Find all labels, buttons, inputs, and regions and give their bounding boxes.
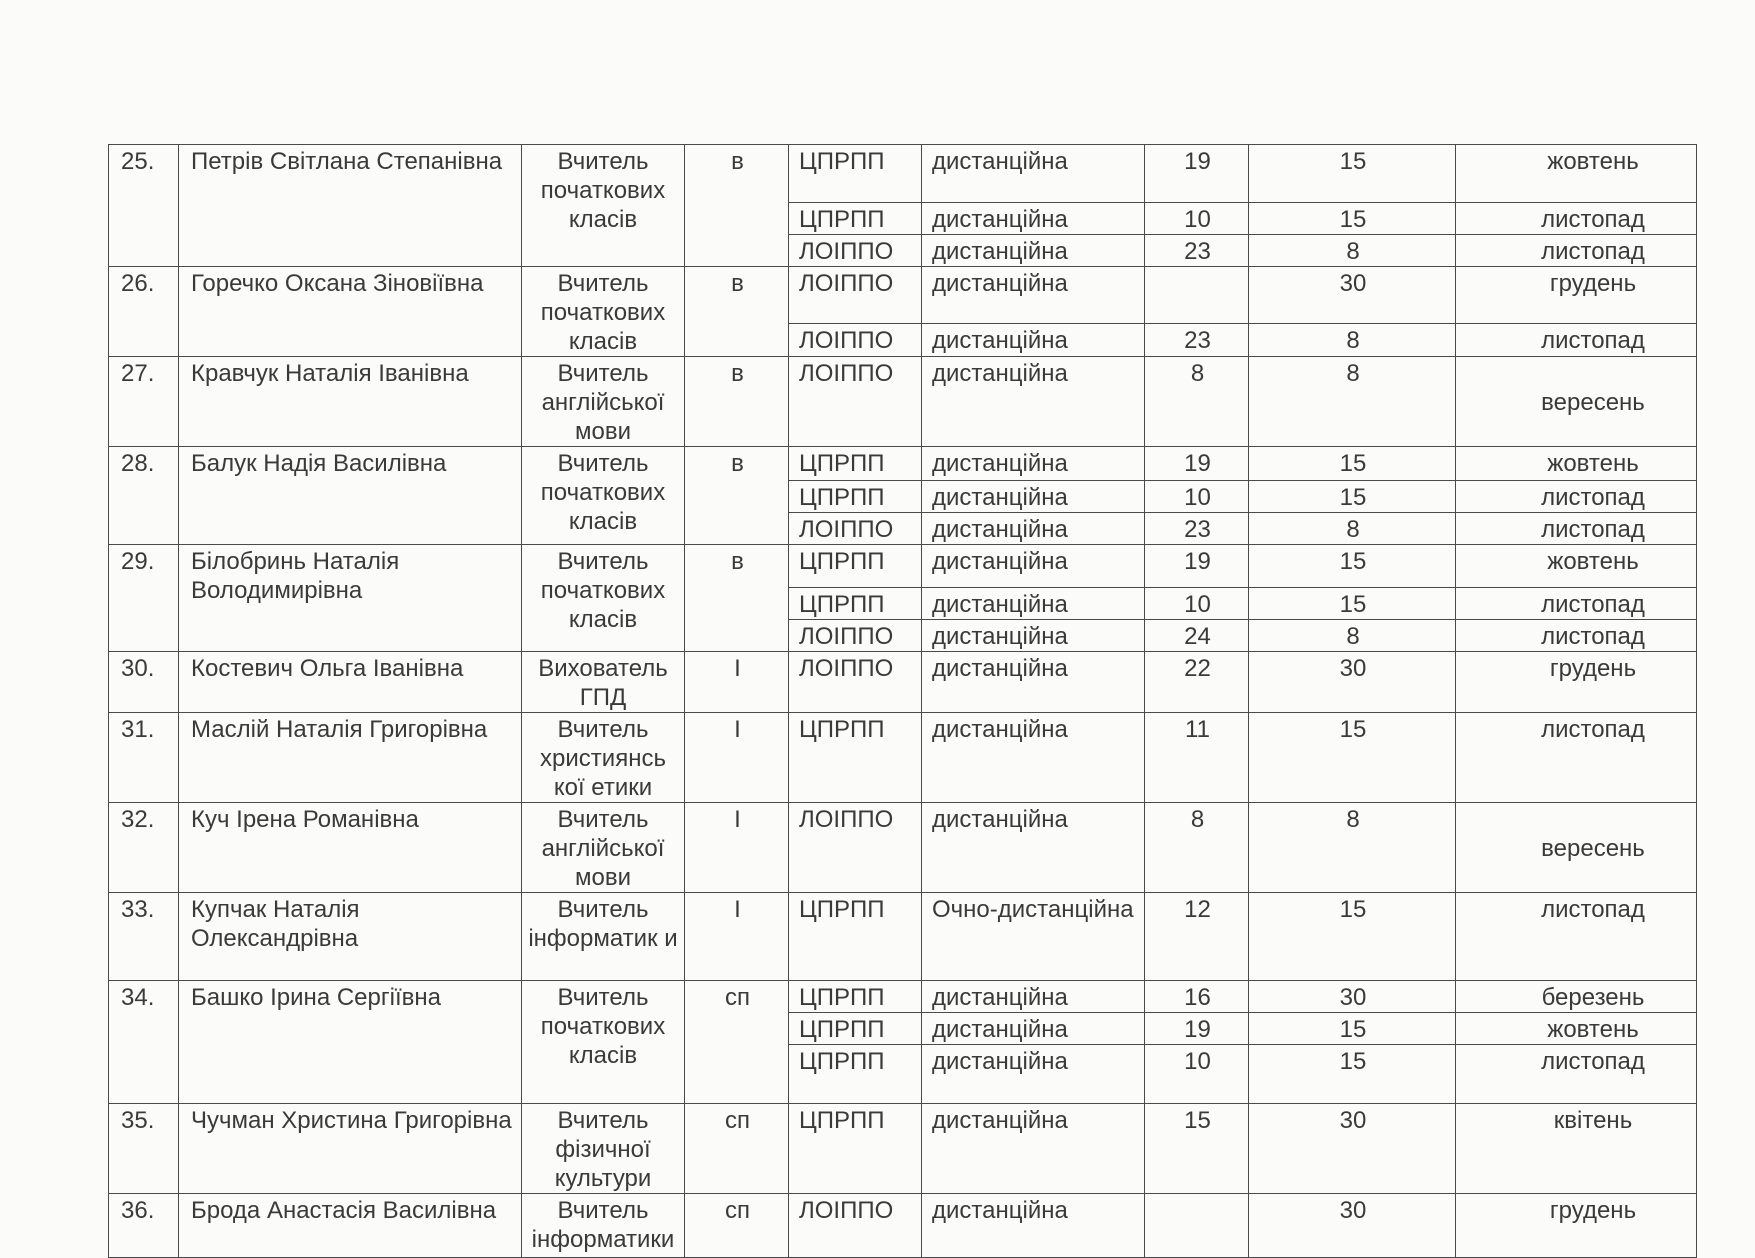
teacher-category: І (685, 652, 789, 713)
teacher-name: Балук Надія Василівна (179, 447, 522, 545)
table-row (109, 893, 1697, 981)
course-form: дистанційна (922, 588, 1145, 620)
teacher-name: Горечко Оксана Зіновіївна (179, 267, 522, 357)
course-form: дистанційна (922, 981, 1145, 1013)
teacher-name: Куч Ірена Романівна (179, 803, 522, 893)
course-form: дистанційна (922, 713, 1145, 803)
course-form: дистанційна (922, 513, 1145, 545)
course-total: 8 (1249, 513, 1456, 545)
course-form: дистанційна (922, 1013, 1145, 1045)
teacher-position: Вчитель початкових класів (522, 981, 685, 1104)
course-hours (1145, 267, 1249, 324)
course-month: листопад (1456, 481, 1697, 513)
course-total: 15 (1249, 481, 1456, 513)
teacher-category: сп (685, 1194, 789, 1258)
course-total: 8 (1249, 357, 1456, 447)
course-month: листопад (1456, 713, 1697, 803)
course-total: 8 (1249, 620, 1456, 652)
course-institution: ЦПРПП (789, 145, 922, 203)
teacher-category: в (685, 267, 789, 357)
course-total: 15 (1249, 893, 1456, 981)
course-total: 8 (1249, 803, 1456, 893)
teacher-position: Вчитель початкових класів (522, 145, 685, 267)
course-month: жовтень (1456, 145, 1697, 203)
row-number: 35. (109, 1104, 179, 1194)
course-total: 15 (1249, 145, 1456, 203)
course-hours: 22 (1145, 652, 1249, 713)
course-institution: ЦПРПП (789, 481, 922, 513)
course-month: листопад (1456, 513, 1697, 545)
course-form: дистанційна (922, 267, 1145, 324)
course-month: листопад (1456, 893, 1697, 981)
teacher-category: в (685, 545, 789, 652)
course-institution: ЛОІППО (789, 1194, 922, 1258)
teacher-position: Вчитель початкових класів (522, 447, 685, 545)
course-total: 8 (1249, 323, 1456, 356)
row-number: 36. (109, 1194, 179, 1258)
teacher-category: в (685, 357, 789, 447)
course-institution: ЛОІППО (789, 620, 922, 652)
teacher-name: Маслій Наталія Григорівна (179, 713, 522, 803)
course-total: 30 (1249, 1104, 1456, 1194)
course-institution: ЛОІППО (789, 235, 922, 267)
teacher-position: Вчитель інформатик и (522, 893, 685, 981)
course-hours: 16 (1145, 981, 1249, 1013)
course-form: дистанційна (922, 803, 1145, 893)
course-form: дистанційна (922, 1194, 1145, 1258)
course-hours: 19 (1145, 145, 1249, 203)
course-institution: ЛОІППО (789, 323, 922, 356)
row-number: 26. (109, 267, 179, 357)
teacher-name: Петрів Світлана Степанівна (179, 145, 522, 267)
course-institution: ЦПРПП (789, 713, 922, 803)
table-row (109, 357, 1697, 447)
course-form: дистанційна (922, 357, 1145, 447)
course-form: дистанційна (922, 481, 1145, 513)
table-row (109, 1194, 1697, 1258)
course-institution: ЛОІППО (789, 652, 922, 713)
course-total: 15 (1249, 713, 1456, 803)
course-institution: ЦПРПП (789, 545, 922, 588)
course-form: дистанційна (922, 620, 1145, 652)
course-form: дистанційна (922, 447, 1145, 481)
teacher-name: Чучман Христина Григорівна (179, 1104, 522, 1194)
course-form: Очно-дистанційна (922, 893, 1145, 981)
course-hours: 11 (1145, 713, 1249, 803)
teacher-name: Білобринь Наталія Володимирівна (179, 545, 522, 652)
course-month: грудень (1456, 1194, 1697, 1258)
teacher-category: І (685, 893, 789, 981)
course-total: 15 (1249, 1045, 1456, 1104)
course-total: 30 (1249, 981, 1456, 1013)
table-row (109, 447, 1697, 481)
course-total: 15 (1249, 203, 1456, 235)
course-form: дистанційна (922, 545, 1145, 588)
course-total: 15 (1249, 1013, 1456, 1045)
course-month: листопад (1456, 323, 1697, 356)
teacher-position: Вчитель початкових класів (522, 267, 685, 357)
course-total: 30 (1249, 1194, 1456, 1258)
course-hours: 8 (1145, 803, 1249, 893)
teacher-name: Купчак Наталія Олександрівна (179, 893, 522, 981)
row-number: 34. (109, 981, 179, 1104)
course-month: листопад (1456, 620, 1697, 652)
table-row (109, 713, 1697, 803)
row-number: 30. (109, 652, 179, 713)
teacher-category: в (685, 145, 789, 267)
table-row (109, 267, 1697, 324)
teacher-name: Башко Ірина Сергіївна (179, 981, 522, 1104)
course-total: 15 (1249, 588, 1456, 620)
teacher-category: сп (685, 981, 789, 1104)
course-month: вересень (1456, 357, 1697, 447)
course-hours: 23 (1145, 235, 1249, 267)
course-hours: 8 (1145, 357, 1249, 447)
course-form: дистанційна (922, 652, 1145, 713)
course-institution: ЛОІППО (789, 357, 922, 447)
course-month: грудень (1456, 652, 1697, 713)
course-hours: 23 (1145, 323, 1249, 356)
course-institution: ЛОІППО (789, 513, 922, 545)
table-row (109, 803, 1697, 893)
course-hours: 12 (1145, 893, 1249, 981)
row-number: 32. (109, 803, 179, 893)
course-total: 15 (1249, 545, 1456, 588)
course-hours: 24 (1145, 620, 1249, 652)
teacher-name: Костевич Ольга Іванівна (179, 652, 522, 713)
teacher-category: в (685, 447, 789, 545)
course-month: грудень (1456, 267, 1697, 324)
teacher-name: Брода Анастасія Василівна (179, 1194, 522, 1258)
teacher-name: Кравчук Наталія Іванівна (179, 357, 522, 447)
course-institution: ЦПРПП (789, 203, 922, 235)
course-month: листопад (1456, 235, 1697, 267)
course-hours: 19 (1145, 1013, 1249, 1045)
course-hours: 10 (1145, 481, 1249, 513)
teacher-category: І (685, 803, 789, 893)
course-total: 8 (1249, 235, 1456, 267)
course-institution: ЦПРПП (789, 1013, 922, 1045)
course-month: жовтень (1456, 545, 1697, 588)
course-form: дистанційна (922, 145, 1145, 203)
teacher-position: Вчитель інформатики (522, 1194, 685, 1258)
row-number: 33. (109, 893, 179, 981)
teacher-position: Вчитель англійської мови (522, 803, 685, 893)
course-hours (1145, 1194, 1249, 1258)
row-number: 28. (109, 447, 179, 545)
course-institution: ЛОІППО (789, 803, 922, 893)
course-form: дистанційна (922, 235, 1145, 267)
course-hours: 10 (1145, 1045, 1249, 1104)
course-month: листопад (1456, 588, 1697, 620)
course-form: дистанційна (922, 1045, 1145, 1104)
table-body (109, 145, 1697, 1258)
row-number: 25. (109, 145, 179, 267)
training-plan-table (108, 144, 1697, 1258)
course-month: березень (1456, 981, 1697, 1013)
row-number: 27. (109, 357, 179, 447)
row-number: 29. (109, 545, 179, 652)
course-month: жовтень (1456, 447, 1697, 481)
teacher-position: Вчитель християнсь кої етики (522, 713, 685, 803)
table-row (109, 981, 1697, 1013)
course-institution: ЦПРПП (789, 447, 922, 481)
table-row (109, 545, 1697, 588)
teacher-position: Вчитель англійської мови (522, 357, 685, 447)
teacher-position: Вихователь ГПД (522, 652, 685, 713)
table-row (109, 145, 1697, 203)
course-hours: 19 (1145, 447, 1249, 481)
row-number: 31. (109, 713, 179, 803)
course-month: листопад (1456, 203, 1697, 235)
course-institution: ЦПРПП (789, 1104, 922, 1194)
course-month: листопад (1456, 1045, 1697, 1104)
course-form: дистанційна (922, 323, 1145, 356)
course-month: квітень (1456, 1104, 1697, 1194)
course-month: жовтень (1456, 1013, 1697, 1045)
course-hours: 15 (1145, 1104, 1249, 1194)
teacher-position: Вчитель початкових класів (522, 545, 685, 652)
table-row (109, 1104, 1697, 1194)
course-month: вересень (1456, 803, 1697, 893)
teacher-category: І (685, 713, 789, 803)
course-form: дистанційна (922, 1104, 1145, 1194)
course-hours: 23 (1145, 513, 1249, 545)
course-form: дистанційна (922, 203, 1145, 235)
table-row (109, 652, 1697, 713)
course-hours: 10 (1145, 588, 1249, 620)
course-total: 30 (1249, 652, 1456, 713)
teacher-category: сп (685, 1104, 789, 1194)
teacher-position: Вчитель фізичної культури (522, 1104, 685, 1194)
course-hours: 10 (1145, 203, 1249, 235)
course-institution: ЛОІППО (789, 267, 922, 324)
course-institution: ЦПРПП (789, 893, 922, 981)
course-institution: ЦПРПП (789, 588, 922, 620)
course-total: 30 (1249, 267, 1456, 324)
course-institution: ЦПРПП (789, 1045, 922, 1104)
course-institution: ЦПРПП (789, 981, 922, 1013)
course-total: 15 (1249, 447, 1456, 481)
course-hours: 19 (1145, 545, 1249, 588)
